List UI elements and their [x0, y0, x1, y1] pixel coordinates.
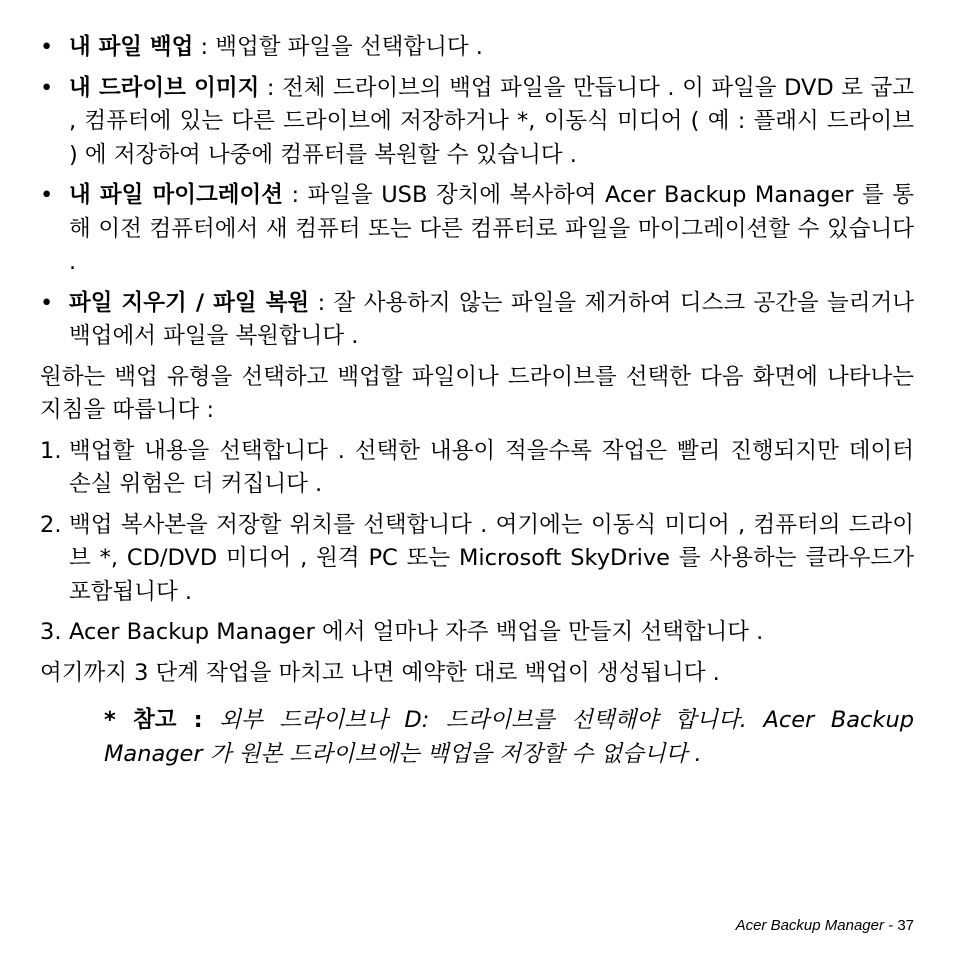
backup-options-list — [40, 31, 914, 354]
footer-title: Acer Backup Manager - — [735, 917, 894, 934]
step-text: Acer Backup Manager 에서 얼마나 자주 백업을 만들지 선택합니다 . — [69, 619, 764, 645]
bullet-icon: • — [40, 74, 54, 101]
option-term: 파일 지우기 / 파일 복원 — [69, 289, 310, 316]
note-paragraph — [104, 704, 914, 771]
option-description: : 전체 드라이브의 백업 파일을 만듭니다 . 이 파일을 DVD 로 굽고 , 컴퓨터에 있는 다른 드라이브에 저장하거나 *, 이동식 미디어 ( 예 : 플래시 드라이브 ) 에 저장하여 나중에 컴퓨터를 복원할 수 있습니다 . — [69, 74, 914, 168]
bullet-icon: • — [40, 34, 54, 60]
option-term: 내 드라이브 이미지 — [69, 74, 260, 101]
option-description: : 파일을 USB 장치에 복사하여 Acer Backup Manager 를 통해 이전 컴퓨터에서 새 컴퓨터 또는 다른 컴퓨터로 파일을 마이그레이션할 수 있습니다 . — [69, 182, 914, 275]
intro-paragraph: 원하는 백업 유형을 선택하고 백업할 파일이나 드라이브를 선택한 다음 화면에 나타나는 지침을 따릅니다 : — [40, 363, 914, 423]
list-item-file-clear-restore — [40, 287, 914, 354]
step-text: 백업할 내용을 선택합니다 . 선택한 내용이 적을수록 작업은 빨리 진행되지만 데이터 손실 위험은 더 커집니다 . — [69, 437, 914, 497]
bullet-icon: • — [40, 182, 54, 208]
step-number: 1. — [40, 437, 62, 464]
step-number: 3. — [40, 619, 62, 645]
note-text: 외부 드라이브나 D: 드라이브를 선택해야 합니다. Acer Backup Manager 가 원본 드라이브에는 백업을 저장할 수 없습니다 . — [104, 707, 914, 767]
option-term: 내 파일 백업 — [69, 34, 194, 60]
step-text: 백업 복사본을 저장할 위치를 선택합니다 . 여기에는 이동식 미디어 , 컴퓨터의 드라이브 *, CD/DVD 미디어 , 원격 PC 또는 Microsoft SkyDrive 를 사용하는 클라우드가 포함됩니다 . — [69, 511, 914, 605]
step-item — [40, 435, 914, 502]
list-item-my-file-migration — [40, 179, 914, 280]
step-item — [40, 616, 914, 650]
note-label: * 참고 : — [104, 707, 203, 733]
page-content — [40, 31, 914, 771]
closing-paragraph: 여기까지 3 단계 작업을 마치고 나면 예약한 대로 백업이 생성됩니다 . — [40, 659, 720, 686]
step-number: 2. — [40, 511, 62, 538]
list-item-my-file-backup — [40, 31, 914, 65]
page-footer — [736, 916, 914, 936]
list-item-my-drive-image — [40, 72, 914, 173]
bullet-icon: • — [40, 289, 54, 316]
option-description: : 백업할 파일을 선택합니다 . — [193, 34, 483, 60]
step-item — [40, 509, 914, 610]
steps-list — [40, 435, 914, 650]
page-number: 37 — [897, 917, 914, 934]
option-term: 내 파일 마이그레이션 — [69, 182, 283, 208]
option-description: : 잘 사용하지 않는 파일을 제거하여 디스크 공간을 늘리거나 백업에서 파일을 복원합니다 . — [69, 289, 915, 349]
